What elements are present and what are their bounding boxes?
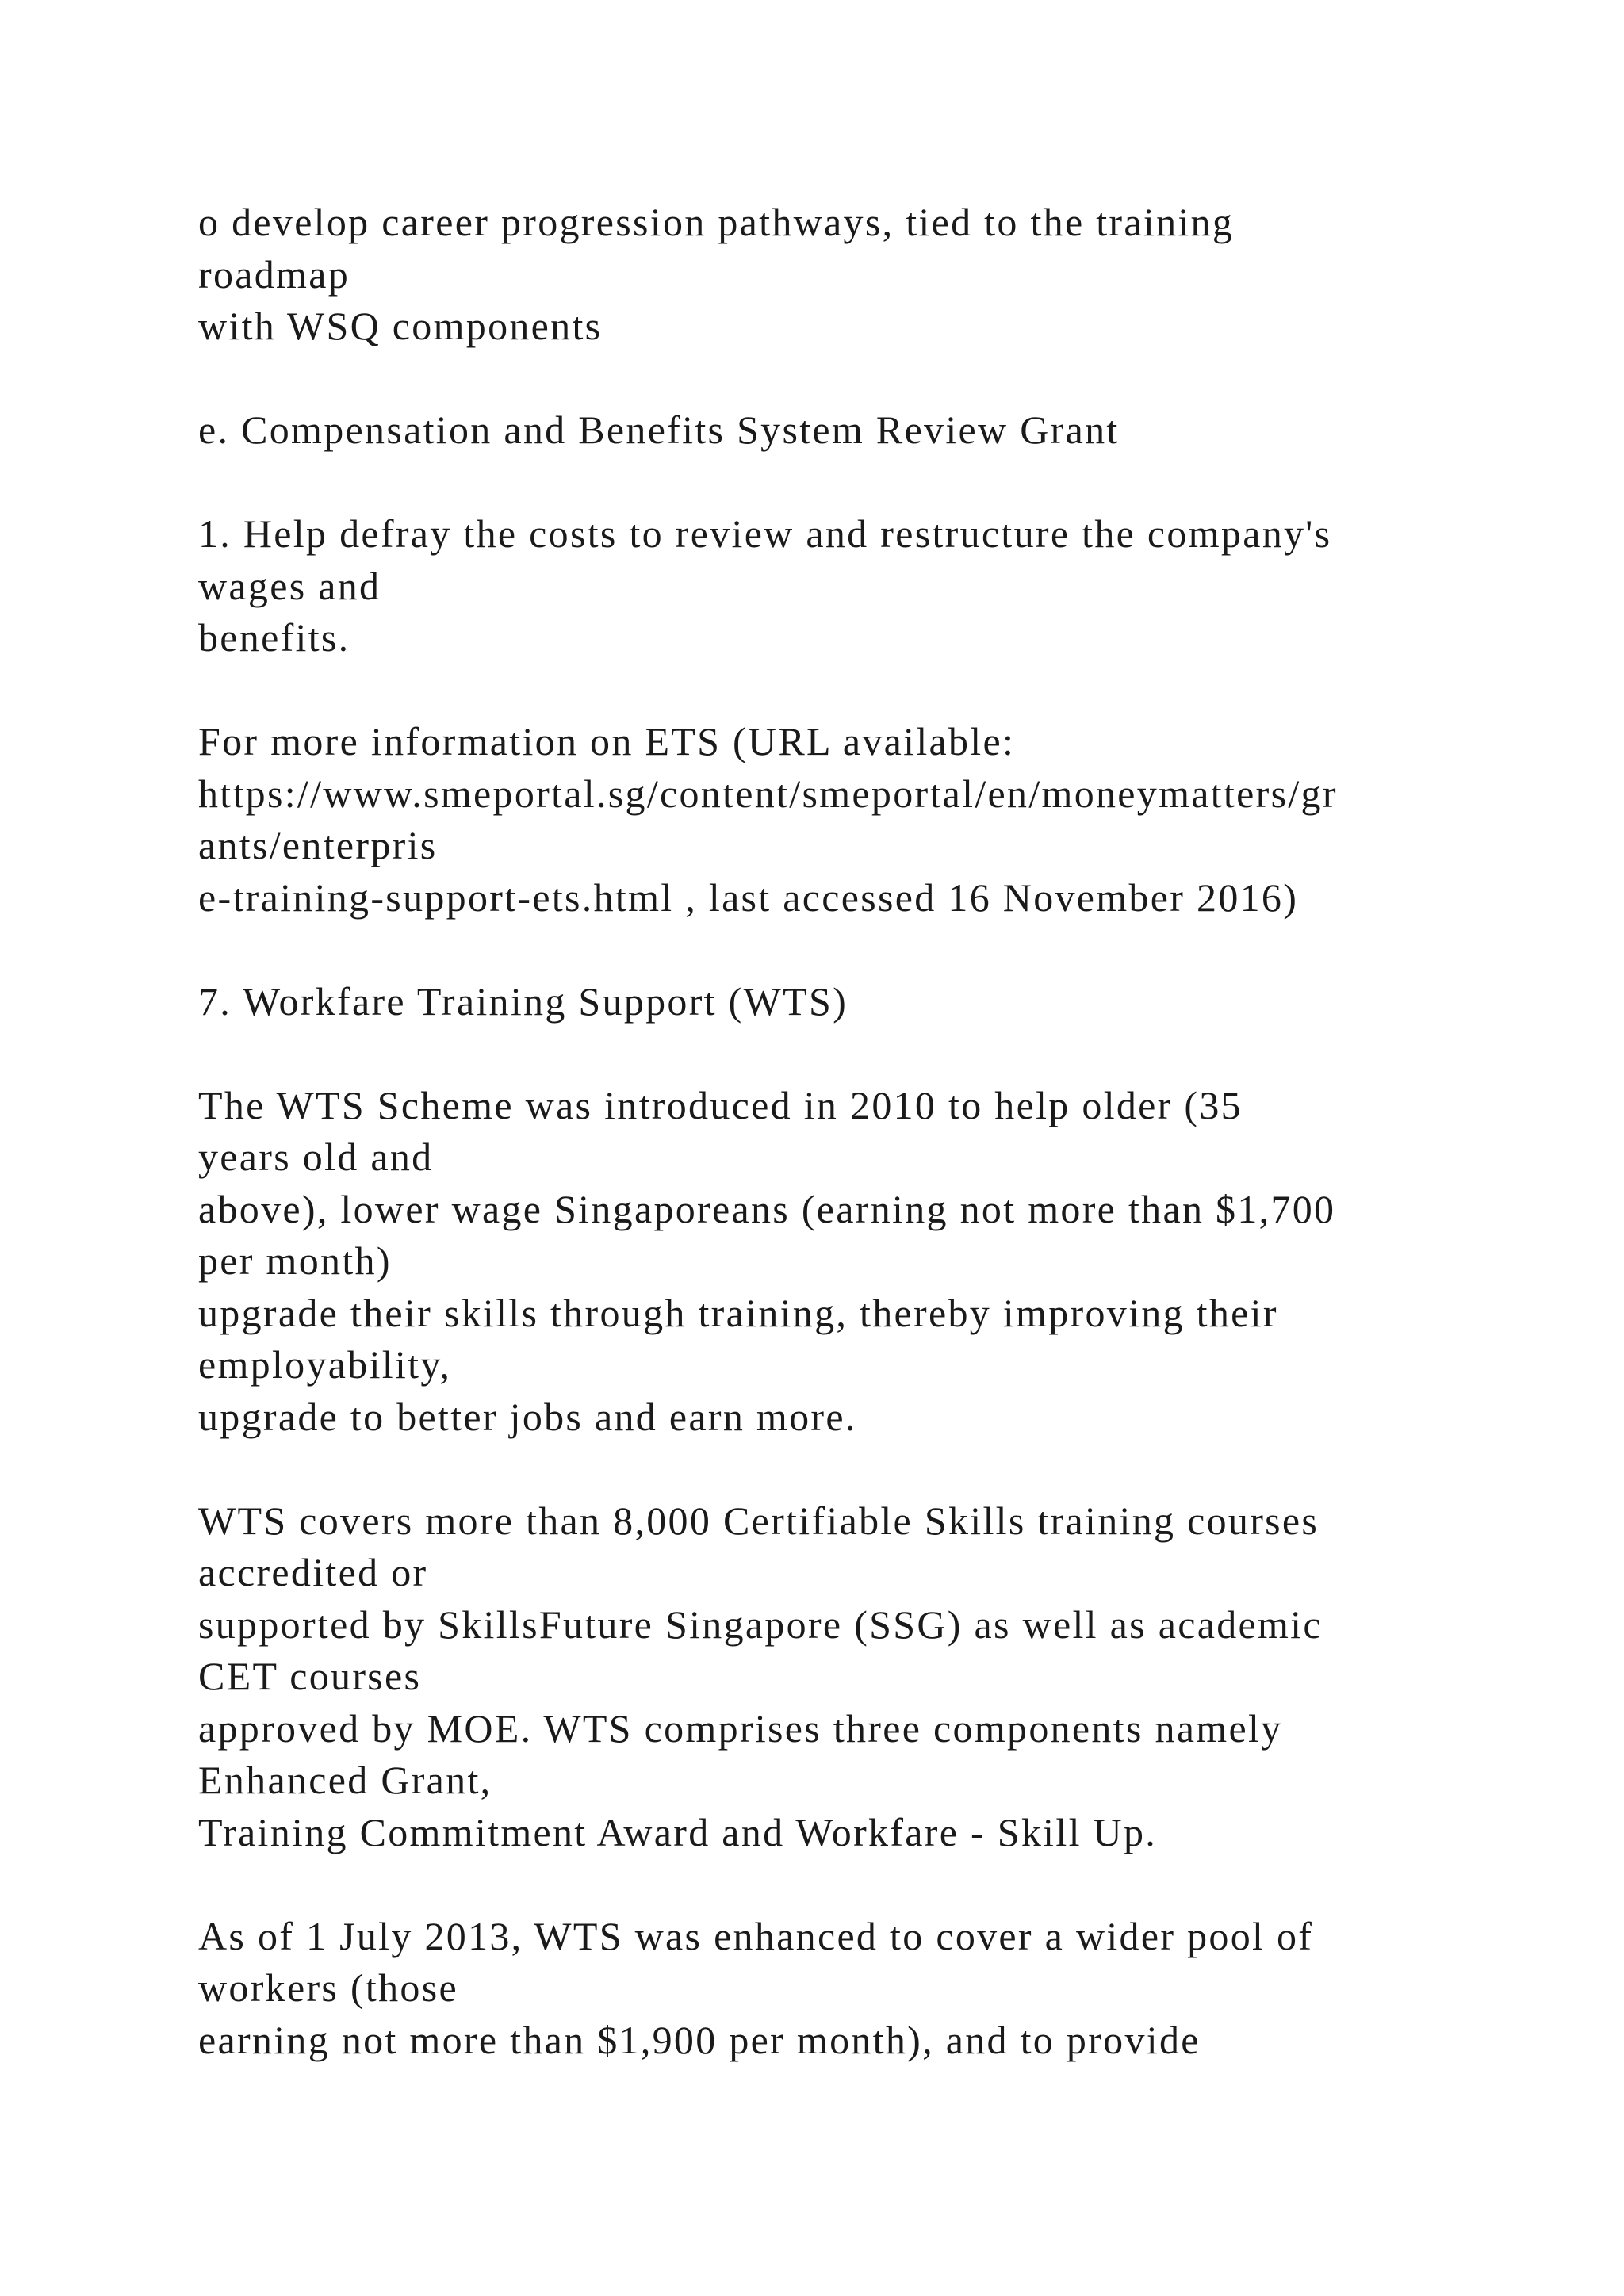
- text-line: benefits.: [198, 615, 350, 660]
- text-line: upgrade to better jobs and earn more.: [198, 1394, 857, 1439]
- text-line: 1. Help defray the costs to review and restructure the company's: [198, 511, 1332, 556]
- text-line: upgrade their skills through training, thereby improving their: [198, 1290, 1278, 1335]
- document-body: [198, 197, 1499, 2066]
- url-line: e-training-support-ets.html , last accessed 16 November 2016): [198, 874, 1299, 920]
- text-line: accredited or: [198, 1550, 428, 1594]
- text-line: CET courses: [198, 1654, 422, 1698]
- url-line: https://www.smeportal.sg/content/smeportal/en/moneymatters/gr: [198, 771, 1338, 816]
- text-line: earning not more than $1,900 per month), and to provide: [198, 2017, 1201, 2062]
- text-line: with WSQ components: [198, 304, 603, 348]
- blank-line: [198, 457, 1499, 509]
- text-line: For more information on ETS (URL available:: [198, 719, 1016, 763]
- blank-line: [198, 1027, 1499, 1080]
- section-heading: e. Compensation and Benefits System Review Grant: [198, 408, 1120, 452]
- blank-line: [198, 1858, 1499, 1911]
- text-line: employability,: [198, 1342, 452, 1387]
- text-line: workers (those: [198, 1965, 458, 2010]
- text-line: As of 1 July 2013, WTS was enhanced to cover a wider pool of: [198, 1913, 1314, 1958]
- section-heading: 7. Workfare Training Support (WTS): [198, 978, 848, 1024]
- text-line: per month): [198, 1238, 392, 1283]
- blank-line: [198, 664, 1499, 717]
- text-line: o develop career progression pathways, tied to the training: [198, 200, 1235, 244]
- text-line: wages and: [198, 563, 381, 608]
- text-line: above), lower wage Singaporeans (earning not more than $1,700: [198, 1186, 1336, 1231]
- text-line: years old and: [198, 1135, 434, 1179]
- text-line: roadmap: [198, 251, 350, 297]
- blank-line: [198, 924, 1499, 976]
- blank-line: [198, 353, 1499, 405]
- url-line: ants/enterpris: [198, 823, 438, 867]
- text-line: approved by MOE. WTS comprises three components namely: [198, 1705, 1283, 1751]
- text-line: Training Commitment Award and Workfare - Skill Up.: [198, 1809, 1158, 1854]
- blank-line: [198, 1443, 1499, 1495]
- text-line: supported by SkillsFuture Singapore (SSG) as well as academic: [198, 1601, 1323, 1647]
- text-line: Enhanced Grant,: [198, 1758, 492, 1802]
- text-line: The WTS Scheme was introduced in 2010 to help older (35: [198, 1082, 1243, 1127]
- text-line: WTS covers more than 8,000 Certifiable Skills training courses: [198, 1498, 1320, 1543]
